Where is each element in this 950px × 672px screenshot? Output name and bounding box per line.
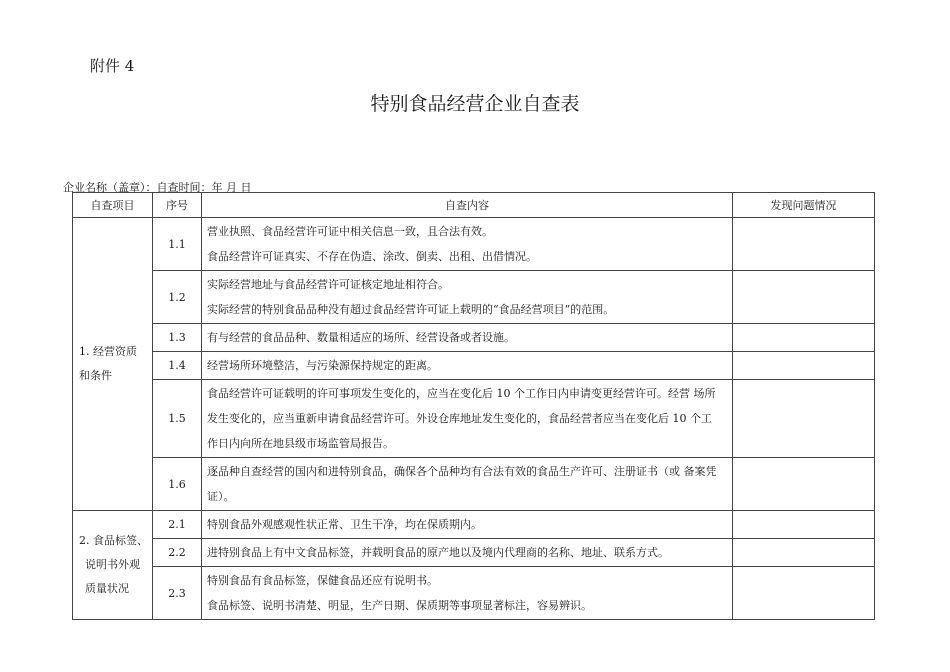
seq-cell: 2.2: [153, 539, 202, 567]
seq-cell: 2.3: [153, 567, 202, 620]
self-check-table: [72, 192, 875, 620]
seq-cell: 1.3: [153, 324, 202, 352]
seq-cell: 1.2: [153, 271, 202, 324]
findings-cell[interactable]: [733, 380, 875, 458]
column-header-item: 自查项目: [73, 193, 153, 218]
findings-cell[interactable]: [733, 511, 875, 539]
seq-cell: 1.1: [153, 218, 202, 271]
findings-cell[interactable]: [733, 458, 875, 511]
category-label: 和条件: [79, 369, 112, 382]
content-line: 营业执照、食品经营许可证中相关信息一致，且合法有效。: [207, 225, 493, 238]
content-cell: [202, 458, 733, 511]
table-row: [73, 567, 875, 620]
table-row: [73, 271, 875, 324]
content-line: 作日内向所在地县级市场监管局报告。: [207, 437, 394, 450]
findings-cell[interactable]: [733, 567, 875, 620]
category-label: 说明书外观: [85, 558, 140, 571]
column-header-seq: 序号: [153, 193, 202, 218]
table-row: [73, 324, 875, 352]
category-label: 1. 经营资质: [79, 345, 137, 358]
column-header-content: 自查内容: [202, 193, 733, 218]
content-cell: [202, 539, 733, 567]
seq-cell: 1.5: [153, 380, 202, 458]
category-cell: [73, 218, 153, 511]
content-line: 证）。: [207, 490, 235, 503]
content-line: 食品标签、说明书清楚、明显，生产日期、保质期等事项显著标注，容易辨识。: [207, 599, 592, 612]
content-line: 食品经营许可证载明的许可事项发生变化的，应当在变化后 10 个工作日内申请变更经营许可。经营 场所: [207, 387, 716, 400]
findings-cell[interactable]: [733, 352, 875, 380]
content-cell: [202, 511, 733, 539]
findings-cell[interactable]: [733, 218, 875, 271]
category-label: 质量状况: [85, 582, 129, 595]
page-title: 特别食品经营企业自查表: [370, 93, 580, 115]
content-line: 经营场所环境整洁，与污染源保持规定的距离。: [207, 359, 438, 372]
content-cell: [202, 324, 733, 352]
seq-cell: 2.1: [153, 511, 202, 539]
content-line: 发生变化的，应当重新申请食品经营许可。外设仓库地址发生变化的，食品经营者应当在变化后 10 个工: [207, 412, 712, 425]
content-line: 食品经营许可证真实、不存在伪造、涂改、倒卖、出租、出借情况。: [207, 250, 537, 263]
company-meta-line: 企业名称（盖章）：自查时间：年 月 日: [63, 181, 252, 194]
content-line: 特别食品外观感观性状正常、卫生干净，均在保质期内。: [207, 518, 482, 531]
seq-cell: 1.6: [153, 458, 202, 511]
content-cell: [202, 218, 733, 271]
table-row: [73, 218, 875, 271]
content-cell: [202, 271, 733, 324]
content-line: 逐品种自查经营的国内和进特别食品，确保各个品种均有合法有效的食品生产许可、注册证书（或 备案凭: [207, 465, 717, 478]
table-header-row: [73, 193, 875, 218]
category-cell: [73, 511, 153, 620]
category-label: 2. 食品标签、: [79, 534, 148, 547]
table-row: [73, 352, 875, 380]
findings-cell[interactable]: [733, 271, 875, 324]
attachment-label: 附件 4: [90, 57, 135, 75]
content-cell: [202, 380, 733, 458]
content-line: 特别食品有食品标签，保健食品还应有说明书。: [207, 574, 438, 587]
column-header-findings: 发现问题情况: [733, 193, 875, 218]
content-cell: [202, 352, 733, 380]
table-row: [73, 380, 875, 458]
content-line: 有与经营的食品品种、数量相适应的场所、经营设备或者设施。: [207, 331, 515, 344]
content-cell: [202, 567, 733, 620]
findings-cell[interactable]: [733, 324, 875, 352]
table-row: [73, 539, 875, 567]
content-line: 实际经营的特别食品品种没有超过食品经营许可证上载明的“食品经营项目”的范围。: [207, 303, 615, 316]
findings-cell[interactable]: [733, 539, 875, 567]
table-row: [73, 511, 875, 539]
seq-cell: 1.4: [153, 352, 202, 380]
content-line: 实际经营地址与食品经营许可证核定地址相符合。: [207, 278, 449, 291]
table-row: [73, 458, 875, 511]
content-line: 进特别食品上有中文食品标签，并载明食品的原产地以及境内代理商的名称、地址、联系方式。: [207, 546, 669, 559]
